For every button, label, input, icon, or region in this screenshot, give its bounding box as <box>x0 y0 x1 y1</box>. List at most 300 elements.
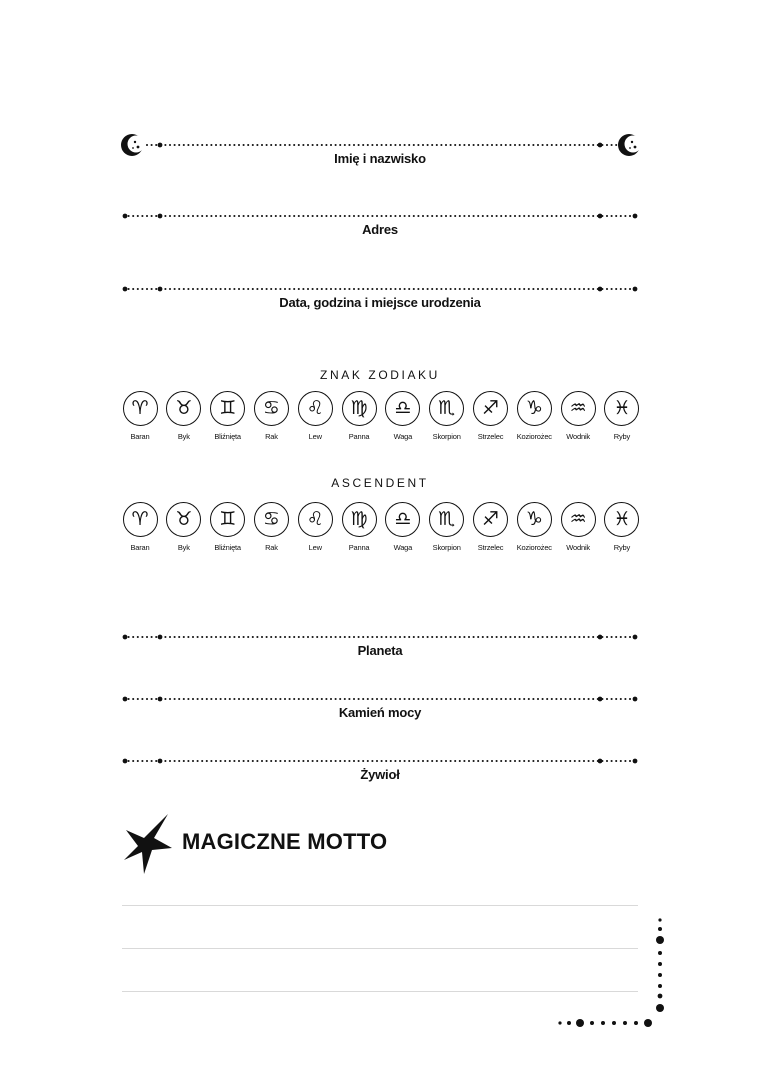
zodiac-name: Rak <box>265 543 278 552</box>
dot <box>546 215 548 217</box>
dot <box>307 288 309 290</box>
zodiac-name: Rak <box>265 432 278 441</box>
dot <box>307 760 309 762</box>
dot <box>270 215 272 217</box>
dot <box>238 288 240 290</box>
dot <box>615 215 617 217</box>
dot <box>445 760 447 762</box>
dot <box>491 288 493 290</box>
dot <box>450 215 452 217</box>
dot <box>339 636 341 638</box>
dot <box>611 760 613 762</box>
zodiac-option[interactable] <box>471 502 511 552</box>
dot <box>482 760 484 762</box>
zodiac-option[interactable] <box>251 391 291 441</box>
dot <box>629 636 631 638</box>
dot <box>560 760 562 762</box>
dot <box>279 636 281 638</box>
dot <box>289 144 291 146</box>
dot <box>252 288 254 290</box>
zodiac-option[interactable] <box>339 502 379 552</box>
zodiac-option[interactable] <box>164 502 204 552</box>
dot <box>569 288 571 290</box>
dot <box>491 698 493 700</box>
dot <box>578 698 580 700</box>
dot <box>422 636 424 638</box>
dot <box>206 288 208 290</box>
dot <box>450 288 452 290</box>
dot <box>468 698 470 700</box>
dot <box>197 215 199 217</box>
dot <box>289 636 291 638</box>
dot <box>491 215 493 217</box>
dot <box>440 288 442 290</box>
dot <box>215 636 217 638</box>
dot <box>178 636 180 638</box>
dot <box>302 144 304 146</box>
dot <box>302 760 304 762</box>
dot <box>390 144 392 146</box>
dot <box>348 288 350 290</box>
dot <box>335 760 337 762</box>
dot <box>289 288 291 290</box>
dot <box>509 144 511 146</box>
dot <box>252 698 254 700</box>
dot <box>463 288 465 290</box>
dot <box>408 144 410 146</box>
dot <box>316 144 318 146</box>
dot <box>505 215 507 217</box>
dot <box>588 144 590 146</box>
dot <box>233 144 235 146</box>
dot <box>353 760 355 762</box>
dot <box>252 636 254 638</box>
dot <box>164 760 166 762</box>
dot <box>496 698 498 700</box>
dot <box>316 760 318 762</box>
dot <box>312 288 314 290</box>
dot <box>620 215 622 217</box>
dot <box>169 288 171 290</box>
dot <box>233 215 235 217</box>
zodiac-name: Lew <box>308 432 322 441</box>
zodiac-option[interactable] <box>120 502 160 552</box>
dot <box>279 760 281 762</box>
dot <box>399 760 401 762</box>
dot <box>210 215 212 217</box>
dot <box>128 636 130 638</box>
accent-dot <box>158 635 163 640</box>
dot <box>611 288 613 290</box>
power-stone-label: Kamień mocy <box>338 705 422 720</box>
dot <box>229 698 231 700</box>
dot <box>289 215 291 217</box>
dot <box>578 760 580 762</box>
dot <box>261 144 263 146</box>
zodiac-option[interactable] <box>558 502 598 552</box>
accent-dot <box>633 759 638 764</box>
zodiac-option[interactable] <box>208 502 248 552</box>
dot <box>454 288 456 290</box>
zodiac-name: Byk <box>177 543 190 552</box>
dot <box>353 698 355 700</box>
dot <box>353 144 355 146</box>
dot <box>367 288 369 290</box>
dot <box>528 698 530 700</box>
dot <box>473 215 475 217</box>
dot <box>178 698 180 700</box>
dot <box>266 760 268 762</box>
zodiac-name: Ryby <box>613 432 631 441</box>
dot <box>445 144 447 146</box>
dot <box>537 636 539 638</box>
dot <box>523 288 525 290</box>
gemini-icon: ♊ <box>210 502 245 537</box>
dot <box>413 144 415 146</box>
zodiac-name: Koziorożec <box>516 543 552 552</box>
dot <box>339 144 341 146</box>
dot <box>399 288 401 290</box>
zodiac-option[interactable] <box>383 391 423 441</box>
accent-dot <box>158 697 163 702</box>
dot <box>546 760 548 762</box>
dot <box>155 698 157 700</box>
dot <box>514 698 516 700</box>
dot <box>256 636 258 638</box>
accent-dot <box>123 697 128 702</box>
dot <box>266 215 268 217</box>
dot <box>385 144 387 146</box>
accent-dot <box>158 143 163 148</box>
dot <box>164 144 166 146</box>
dot <box>330 698 332 700</box>
dot <box>408 636 410 638</box>
dot <box>266 636 268 638</box>
dot <box>500 215 502 217</box>
dot <box>169 760 171 762</box>
dot <box>528 144 530 146</box>
zodiac-option[interactable] <box>602 502 642 552</box>
dot <box>358 215 360 217</box>
dot <box>275 144 277 146</box>
dot <box>151 288 153 290</box>
dot <box>307 215 309 217</box>
accent-dot <box>158 287 163 292</box>
dot <box>606 144 608 146</box>
dot <box>394 288 396 290</box>
dot <box>615 288 617 290</box>
dot <box>482 144 484 146</box>
dot <box>399 144 401 146</box>
dot <box>174 760 176 762</box>
zodiac-option[interactable] <box>514 391 554 441</box>
accent-dot <box>633 697 638 702</box>
dot <box>537 760 539 762</box>
dot <box>187 698 189 700</box>
aries-icon: ♈ <box>123 391 158 426</box>
dot <box>588 636 590 638</box>
dot <box>431 144 433 146</box>
dot <box>206 215 208 217</box>
dot <box>620 636 622 638</box>
dot <box>183 215 185 217</box>
dot <box>178 760 180 762</box>
zodiac-option[interactable] <box>427 502 467 552</box>
dot <box>381 698 383 700</box>
dot <box>390 698 392 700</box>
dot <box>606 698 608 700</box>
dot <box>325 760 327 762</box>
dot <box>427 288 429 290</box>
dot <box>615 698 617 700</box>
dot <box>413 215 415 217</box>
cancer-icon: ♋ <box>254 502 289 537</box>
dot <box>137 760 139 762</box>
dot <box>155 144 157 146</box>
accent-dot <box>598 214 603 219</box>
dot <box>169 636 171 638</box>
libra-icon: ♎ <box>385 391 420 426</box>
dot <box>482 215 484 217</box>
dot <box>371 698 373 700</box>
dot <box>532 698 534 700</box>
dot <box>321 760 323 762</box>
dot <box>243 144 245 146</box>
dot <box>477 760 479 762</box>
dot <box>220 288 222 290</box>
dotted-line <box>122 285 638 293</box>
dot <box>367 760 369 762</box>
zodiac-name: Baran <box>130 543 150 552</box>
pisces-icon: ♓ <box>604 502 639 537</box>
leo-icon: ♌ <box>298 391 333 426</box>
dot <box>519 760 521 762</box>
zodiac-option[interactable] <box>339 391 379 441</box>
dot <box>261 698 263 700</box>
dot <box>325 636 327 638</box>
dot <box>394 144 396 146</box>
motto-writing-line[interactable] <box>122 905 638 906</box>
dot <box>578 636 580 638</box>
dot <box>243 215 245 217</box>
dot <box>422 144 424 146</box>
dot <box>555 698 557 700</box>
dot <box>491 636 493 638</box>
dot <box>583 698 585 700</box>
dot <box>298 760 300 762</box>
dot <box>427 144 429 146</box>
dot <box>624 636 626 638</box>
dot <box>275 288 277 290</box>
dot <box>371 144 373 146</box>
dot <box>376 215 378 217</box>
dot <box>229 215 231 217</box>
dot <box>312 144 314 146</box>
dot <box>344 288 346 290</box>
dot <box>459 288 461 290</box>
zodiac-name: Koziorożec <box>516 432 552 441</box>
dot <box>450 144 452 146</box>
dot <box>500 636 502 638</box>
zodiac-name: Panna <box>348 543 370 552</box>
dot <box>238 144 240 146</box>
dot <box>252 215 254 217</box>
dot <box>615 636 617 638</box>
dot <box>463 215 465 217</box>
dot <box>523 636 525 638</box>
dot <box>266 144 268 146</box>
dot <box>220 215 222 217</box>
dot <box>252 760 254 762</box>
dot <box>325 215 327 217</box>
zodiac-name: Strzelec <box>477 543 504 552</box>
dot <box>220 144 222 146</box>
dot <box>247 760 249 762</box>
dot <box>256 215 258 217</box>
dot <box>344 636 346 638</box>
zodiac-option[interactable] <box>164 391 204 441</box>
dot <box>422 760 424 762</box>
dot <box>367 144 369 146</box>
dot <box>514 636 516 638</box>
dot <box>206 760 208 762</box>
dot <box>569 698 571 700</box>
dot <box>537 698 539 700</box>
dot <box>408 760 410 762</box>
dot <box>390 215 392 217</box>
dot <box>555 636 557 638</box>
dot <box>261 636 263 638</box>
dot <box>514 144 516 146</box>
zodiac-option[interactable] <box>427 391 467 441</box>
zodiac-option[interactable] <box>602 391 642 441</box>
dot <box>348 636 350 638</box>
dot <box>197 288 199 290</box>
virgo-icon: ♍ <box>342 391 377 426</box>
dot <box>404 760 406 762</box>
dot <box>523 144 525 146</box>
dot <box>551 636 553 638</box>
dot <box>155 760 157 762</box>
dot <box>583 288 585 290</box>
dot <box>569 760 571 762</box>
dot <box>247 215 249 217</box>
dot <box>454 760 456 762</box>
zodiac-option[interactable] <box>383 502 423 552</box>
dot <box>164 215 166 217</box>
dot <box>528 760 530 762</box>
zodiac-option[interactable] <box>471 391 511 441</box>
pisces-icon: ♓ <box>604 391 639 426</box>
dot <box>427 760 429 762</box>
dot <box>358 760 360 762</box>
dot <box>569 144 571 146</box>
leo-icon: ♌ <box>298 502 333 537</box>
dot <box>450 636 452 638</box>
dot <box>551 215 553 217</box>
dot <box>307 698 309 700</box>
taurus-icon: ♉ <box>166 391 201 426</box>
dot <box>486 288 488 290</box>
dot <box>417 636 419 638</box>
dot <box>606 760 608 762</box>
zodiac-option[interactable] <box>208 391 248 441</box>
dotted-line <box>122 212 638 220</box>
zodiac-option[interactable] <box>251 502 291 552</box>
dotted-line <box>122 633 638 641</box>
dot <box>183 698 185 700</box>
dot <box>174 636 176 638</box>
dot <box>128 215 130 217</box>
dot <box>371 636 373 638</box>
zodiac-name: Panna <box>348 432 370 441</box>
dot <box>293 636 295 638</box>
dot <box>376 144 378 146</box>
dot <box>468 144 470 146</box>
dot <box>247 144 249 146</box>
dot <box>491 760 493 762</box>
dot <box>279 215 281 217</box>
dot <box>371 288 373 290</box>
zodiac-option[interactable] <box>295 391 335 441</box>
dot <box>169 215 171 217</box>
dot <box>293 288 295 290</box>
dot <box>325 698 327 700</box>
dot <box>404 698 406 700</box>
zodiac-option[interactable] <box>514 502 554 552</box>
dot <box>358 144 360 146</box>
dot <box>496 144 498 146</box>
dot <box>385 698 387 700</box>
dot <box>436 288 438 290</box>
dot <box>348 698 350 700</box>
dot <box>404 288 406 290</box>
dot <box>555 760 557 762</box>
starburst-icon <box>122 812 174 876</box>
dot <box>298 698 300 700</box>
dot <box>192 698 194 700</box>
dot <box>588 288 590 290</box>
dot <box>293 215 295 217</box>
dot <box>151 144 153 146</box>
ascendent-sign-row <box>120 502 642 552</box>
zodiac-option[interactable] <box>558 391 598 441</box>
zodiac-option[interactable] <box>120 391 160 441</box>
dot <box>408 215 410 217</box>
dot <box>178 215 180 217</box>
aquarius-icon: ♒ <box>561 391 596 426</box>
dot <box>408 288 410 290</box>
zodiac-option[interactable] <box>295 502 335 552</box>
dot <box>440 760 442 762</box>
dot <box>486 698 488 700</box>
dot <box>335 698 337 700</box>
dot <box>321 698 323 700</box>
accent-dot <box>123 759 128 764</box>
dot <box>477 636 479 638</box>
dot <box>459 698 461 700</box>
dot <box>422 288 424 290</box>
dot <box>592 144 594 146</box>
dot <box>528 215 530 217</box>
dot <box>201 636 203 638</box>
accent-dot <box>158 759 163 764</box>
dot <box>316 698 318 700</box>
dot <box>445 698 447 700</box>
dot <box>261 760 263 762</box>
dot <box>215 215 217 217</box>
accent-dot <box>123 214 128 219</box>
